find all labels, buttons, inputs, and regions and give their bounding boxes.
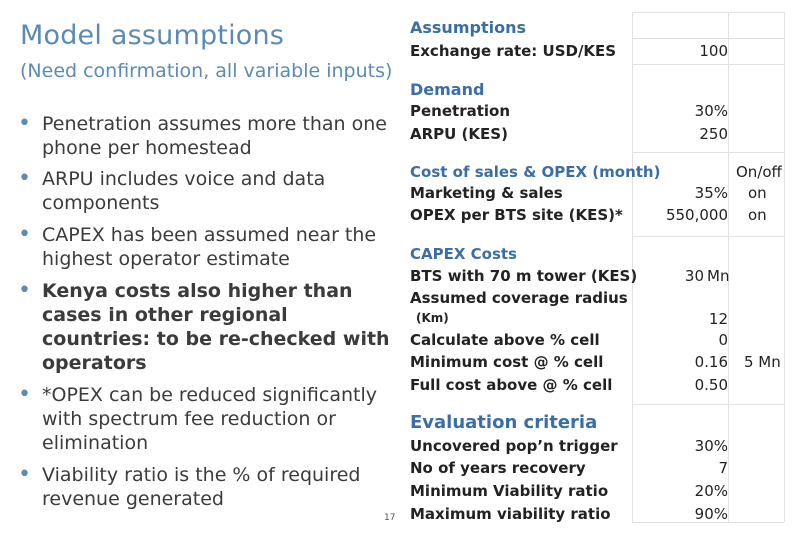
- bullet-text: Viability ratio is the % of required revenue generated: [42, 464, 361, 510]
- assumptions-heading: Assumptions: [410, 18, 526, 37]
- grid-line: [632, 64, 784, 65]
- marketing-value: 35%: [694, 184, 728, 202]
- full-cost-label: Full cost above @ % cell: [410, 376, 613, 394]
- calculate-above-value: 0: [718, 331, 728, 349]
- grid-line: [632, 12, 784, 13]
- bullet-text: Penetration assumes more than one phone per homestead: [42, 113, 387, 159]
- marketing-onoff: on: [748, 184, 767, 202]
- grid-line: [784, 12, 785, 522]
- demand-heading: Demand: [410, 80, 485, 99]
- calculate-above-label: Calculate above % cell: [410, 331, 600, 349]
- bts-tower-value: 30: [684, 267, 704, 285]
- bullet-text: *OPEX can be reduced significantly with spectrum fee reduction or elimination: [42, 384, 377, 454]
- opex-bts-label: OPEX per BTS site (KES)*: [410, 206, 623, 224]
- opex-bts-value: 550,000: [665, 206, 728, 224]
- bullet-item: [18, 279, 398, 375]
- cost-of-sales-heading: Cost of sales & OPEX (month): [410, 163, 661, 181]
- max-viability-label: Maximum viability ratio: [410, 505, 611, 523]
- uncovered-trigger-label: Uncovered pop’n trigger: [410, 437, 618, 455]
- bullet-icon: •: [18, 222, 31, 247]
- bullet-text: CAPEX has been assumed near the highest operator estimate: [42, 224, 377, 270]
- bullet-list: [18, 112, 398, 519]
- page-number: 17: [384, 513, 396, 523]
- grid-line: [632, 152, 784, 153]
- years-recovery-label: No of years recovery: [410, 459, 586, 477]
- minimum-cost-label: Minimum cost @ % cell: [410, 353, 604, 371]
- bullet-icon: •: [18, 166, 31, 191]
- max-viability-value: 90%: [694, 505, 728, 523]
- uncovered-trigger-value: 30%: [694, 437, 728, 455]
- grid-line: [632, 236, 784, 237]
- onoff-header: On/off: [736, 163, 782, 181]
- capex-heading: CAPEX Costs: [410, 245, 517, 263]
- bullet-icon: •: [18, 111, 31, 136]
- slide-subtitle: (Need confirmation, all variable inputs): [20, 60, 393, 82]
- bullet-icon: •: [18, 462, 31, 487]
- slide-title: Model assumptions: [20, 20, 285, 51]
- grid-line: [632, 38, 784, 39]
- opex-bts-onoff: on: [748, 206, 767, 224]
- bullet-text: ARPU includes voice and data components: [42, 168, 326, 214]
- coverage-radius-unit: (Km): [416, 311, 449, 325]
- exchange-rate-label: Exchange rate: USD/KES: [410, 42, 617, 60]
- bullet-item: [18, 223, 398, 271]
- full-cost-value: 0.50: [694, 376, 728, 394]
- bts-tower-unit: Mn: [707, 267, 730, 285]
- bullet-text: Kenya costs also higher than cases in other regional countries: to be re-checked with operators: [42, 280, 390, 374]
- bullet-icon: •: [18, 382, 31, 407]
- coverage-radius-label: Assumed coverage radius: [410, 289, 628, 307]
- grid-line: [632, 404, 784, 405]
- arpu-label: ARPU (KES): [410, 125, 508, 143]
- min-viability-label: Minimum Viability ratio: [410, 482, 609, 500]
- bullet-item: [18, 383, 398, 455]
- penetration-label: Penetration: [410, 102, 511, 120]
- bullet-item: [18, 167, 398, 215]
- bullet-item: [18, 463, 398, 511]
- bullet-icon: •: [18, 278, 31, 303]
- penetration-value: 30%: [694, 102, 728, 120]
- exchange-rate-value: 100: [699, 42, 728, 60]
- marketing-label: Marketing & sales: [410, 184, 563, 202]
- minimum-cost-value: 0.16: [694, 353, 728, 371]
- bullet-item: [18, 112, 398, 160]
- min-viability-value: 20%: [694, 482, 728, 500]
- bts-tower-label: BTS with 70 m tower (KES): [410, 267, 638, 285]
- coverage-radius-value: 12: [708, 310, 728, 328]
- minimum-cost-extra: 5 Mn: [744, 353, 781, 371]
- arpu-value: 250: [699, 125, 728, 143]
- years-recovery-value: 7: [718, 459, 728, 477]
- evaluation-heading: Evaluation criteria: [410, 412, 598, 433]
